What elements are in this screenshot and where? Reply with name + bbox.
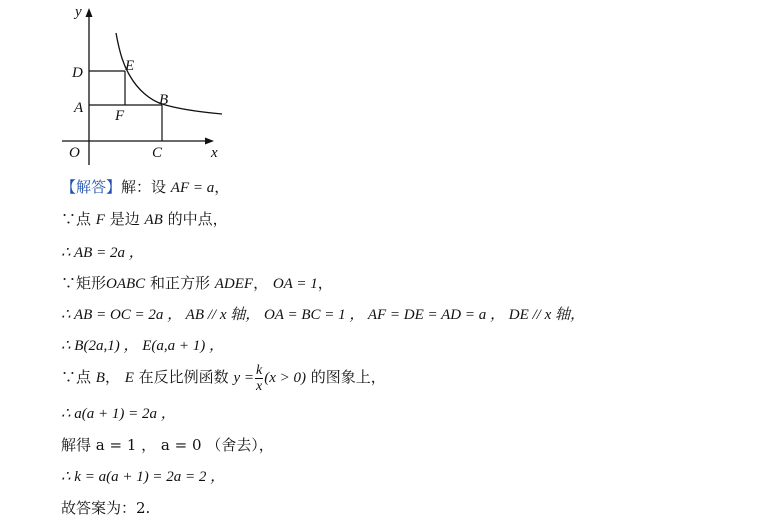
label-O: O [69, 145, 80, 161]
solution-line-8 [61, 404, 176, 423]
line7-y: y = [233, 370, 254, 386]
line9-expr: 解得 a = 1 ， a = 0 （舍去）， [61, 436, 274, 454]
line1-text: 解：设 [121, 178, 171, 196]
line4-text-c: ， [253, 274, 273, 292]
line2-text-b: 是边 [104, 210, 145, 228]
line4-ADEF: ADEF [214, 276, 254, 292]
solution-line-5 [61, 305, 585, 324]
answer-tag: 【解答】 [61, 178, 122, 196]
line4-end: ， [317, 274, 333, 292]
solution-line-2 [61, 210, 228, 229]
line4-text-b: 和正方形 [145, 274, 215, 292]
line1-expr: AF = a [170, 180, 215, 196]
line2-F: F [95, 212, 105, 228]
solution-line-9 [61, 436, 274, 454]
solution-line-10 [61, 467, 225, 486]
line4-text-a: ∵矩形 [61, 274, 107, 292]
label-D: D [72, 65, 83, 81]
line1-end: ， [214, 178, 230, 196]
line6-expr: ∴ B(2a,1) ， E(a,a + 1) ， [61, 338, 224, 354]
line2-text-c: 的中点， [162, 210, 228, 228]
line7-text-b: ， [104, 368, 125, 386]
y-axis-arrow [86, 8, 93, 17]
line3-expr: ∴ AB = 2a ， [61, 245, 144, 261]
solution-line-4 [61, 274, 333, 293]
label-E: E [125, 58, 135, 74]
solution-line-7 [61, 362, 386, 394]
final-answer: 故答案为：2. [61, 499, 151, 517]
fraction-numerator: k [255, 362, 263, 378]
solution-line-11 [61, 499, 150, 517]
hyperbola-figure [55, 0, 235, 170]
line7-E: E [124, 370, 134, 386]
line4-OABC: OABC [106, 276, 146, 292]
line2-AB: AB [144, 212, 163, 228]
line7-text-e: 的图象上， [305, 368, 386, 386]
label-A: A [74, 100, 84, 116]
label-C: C [152, 145, 163, 161]
solution-line-6 [61, 336, 224, 355]
fraction-k-over-x [255, 363, 263, 394]
line7-text-a: ∵点 [61, 368, 96, 386]
fraction-denominator: x [255, 378, 263, 394]
label-x: x [211, 145, 218, 161]
label-F: F [115, 108, 125, 124]
line7-domain: (x > 0) [264, 370, 306, 386]
line8-expr: ∴ a(a + 1) = 2a ， [61, 406, 176, 422]
solution-line-1 [61, 178, 229, 197]
line7-text-c: 在反比例函数 [133, 368, 234, 386]
label-B: B [159, 92, 169, 108]
solution-line-3 [61, 243, 144, 262]
line5-expr: ∴ AB = OC = 2a ， AB // x 轴， OA = BC = 1 ， AF = DE = AD = a ， DE // x 轴， [61, 307, 585, 323]
label-y: y [75, 4, 82, 20]
line2-text-a: ∵点 [61, 210, 96, 228]
line4-expr: OA = 1 [272, 276, 318, 292]
x-axis-arrow [205, 138, 214, 145]
line10-expr: ∴ k = a(a + 1) = 2a = 2 ， [61, 469, 226, 485]
line7-B: B [95, 370, 105, 386]
